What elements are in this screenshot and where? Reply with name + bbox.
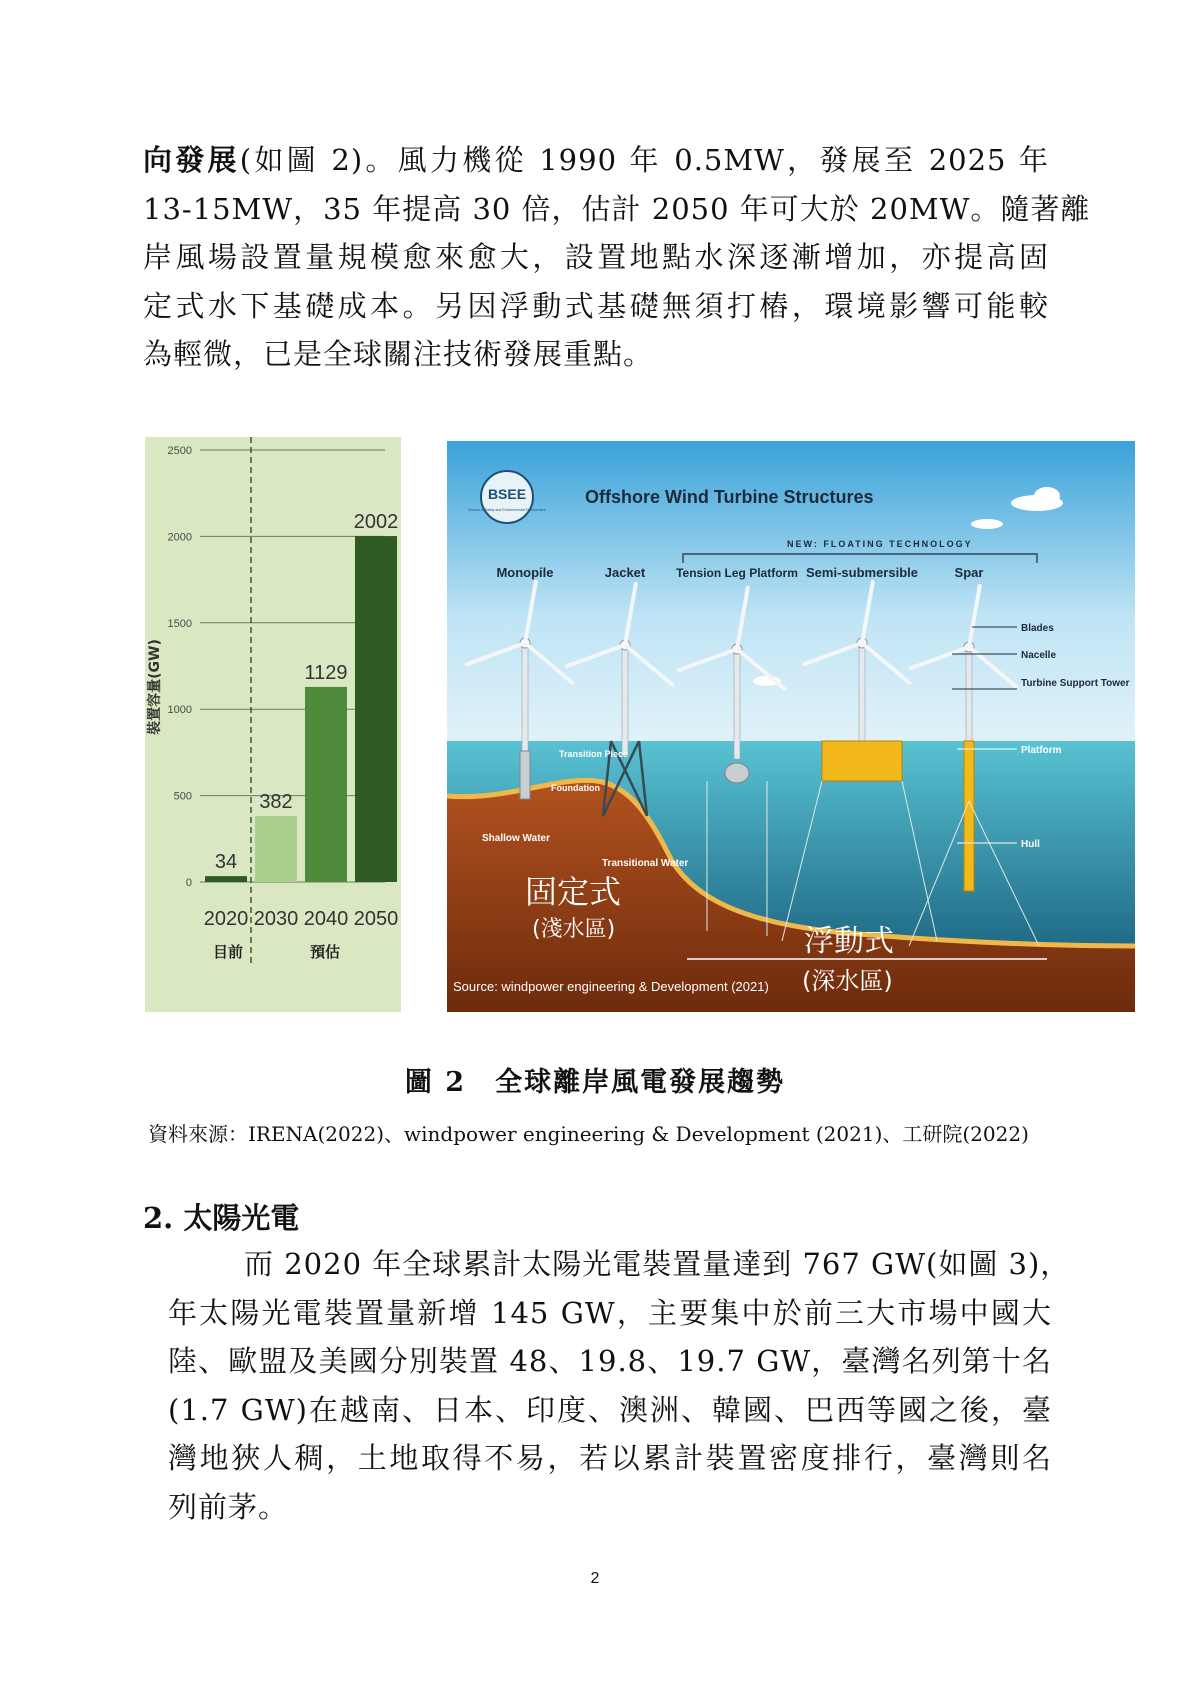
tower: [859, 643, 865, 753]
type-label-spar: Spar: [954, 565, 984, 580]
floating-label: 浮動式: [804, 924, 894, 959]
part-label-nacelle: Nacelle: [1021, 650, 1057, 661]
group-label-forecast: 預估: [309, 943, 341, 961]
paragraph-line: 灣地狹人稠，土地取得不易，若以累計裝置密度排行，臺灣則名: [168, 1441, 1052, 1475]
part-label-platform: Platform: [1021, 745, 1062, 756]
paragraph-line: 陸、歐盟及美國分別裝置 48、19.8、19.7 GW，臺灣名列第十名: [168, 1344, 1052, 1378]
paragraph-line: [143, 136, 1049, 185]
fixed-label: 固定式: [525, 873, 622, 911]
floating-sub-label: (深水區): [802, 967, 893, 995]
bar-value-label: 2002: [353, 511, 399, 534]
y-axis-label: 裝置容量(GW): [147, 639, 163, 735]
x-tick-label: 2050: [353, 908, 399, 930]
offshore-wind-structures-figure: [447, 441, 1135, 1012]
tower: [522, 643, 528, 753]
paragraph-solar: [168, 1240, 1071, 1531]
part-label-hull: Hull: [1021, 839, 1040, 850]
paragraph-line: 年太陽光電裝置量新增 145 GW，主要集中於前三大市場中國大: [168, 1295, 1052, 1330]
y-tick-label: 1000: [167, 704, 192, 717]
paragraph-line: 定式水下基礎成本。另因浮動式基礎無須打樁，環境影響可能較: [143, 288, 1049, 323]
part-label-tower: Turbine Support Tower: [1021, 678, 1130, 689]
part-label-blades: Blades: [1021, 623, 1054, 634]
fixed-sub-label: (淺水區): [532, 917, 616, 942]
foundation-label: Foundation: [551, 783, 600, 793]
tlp-float: [725, 763, 749, 783]
new-floating-label: NEW: FLOATING TECHNOLOGY: [787, 539, 973, 549]
shallow-water-label: Shallow Water: [482, 833, 550, 844]
text-run: (如圖 2)。風力機從 1990 年 0.5MW，發展至 2025 年: [239, 143, 1049, 177]
semi-platform: [822, 741, 902, 781]
bold-lead: 向發展: [143, 143, 240, 177]
paragraph-line: 而 2020 年全球累計太陽光電裝置量達到 767 GW(如圖 3)，: [244, 1247, 1071, 1281]
svg-text:Bureau of Safety and Environme: Bureau of Safety and Environmental Enforcement: [468, 508, 546, 512]
y-tick-label: 1500: [167, 617, 192, 630]
paragraph-line: (1.7 GW)在越南、日本、印度、澳洲、韓國、巴西等國之後，臺: [168, 1392, 1052, 1427]
transitional-water-label: Transitional Water: [602, 858, 689, 869]
group-label-current: 目前: [212, 943, 244, 961]
section-heading: 2. 太陽光電: [143, 1201, 300, 1235]
x-tick-label: 2020: [203, 908, 249, 930]
monopile: [520, 751, 530, 799]
figure-title: Offshore Wind Turbine Structures: [585, 487, 874, 507]
type-label-jacket: Jacket: [604, 565, 646, 580]
chart-svg: [145, 437, 401, 1012]
y-tick-label: 500: [173, 790, 192, 803]
bar-value-label: 382: [259, 790, 293, 813]
tower: [622, 645, 628, 755]
structures-illustration: [447, 441, 1135, 1012]
paragraph-line: 為輕微，已是全球關注技術發展重點。: [143, 337, 654, 371]
y-tick-label: 2500: [167, 445, 192, 457]
paragraph-wind-development: [143, 136, 1091, 379]
figure-source: Source: windpower engineering & Development (2021): [453, 979, 769, 994]
spar-hull: [964, 741, 974, 891]
bar: [205, 876, 247, 882]
bar-value-label: 34: [214, 851, 238, 874]
x-tick-label: 2040: [303, 908, 349, 930]
y-tick-label: 2000: [167, 531, 192, 544]
y-tick-label: 0: [185, 877, 192, 889]
type-label-semi: Semi-submersible: [806, 565, 918, 580]
svg-text:BSEE: BSEE: [487, 486, 527, 502]
figure-caption: 圖 2 全球離岸風電發展趨勢: [404, 1067, 786, 1098]
bar-value-label: 1129: [304, 661, 348, 684]
type-label-monopile: Monopile: [496, 565, 554, 580]
paragraph-line: 13-15MW，35 年提高 30 倍，估計 2050 年可大於 20MW。隨著離: [143, 191, 1091, 226]
type-label-tlp: Tension Leg Platform: [676, 566, 798, 580]
paragraph-line: 列前茅。: [168, 1489, 289, 1524]
transition-piece-label: Transition Piece: [559, 749, 629, 759]
bar: [255, 816, 297, 882]
paragraph-line: 岸風場設置量規模愈來愈大，設置地點水深逐漸增加，亦提高固: [143, 240, 1049, 274]
bar: [355, 536, 397, 882]
capacity-bar-chart: [145, 437, 401, 1012]
figure-source-line: 資料來源：IRENA(2022)、windpower engineering & Development (2021)、工研院(2022): [148, 1122, 1029, 1146]
bar: [305, 687, 347, 882]
page-number: 2: [590, 1570, 600, 1587]
x-tick-label: 2030: [253, 908, 299, 930]
tower: [734, 649, 740, 759]
